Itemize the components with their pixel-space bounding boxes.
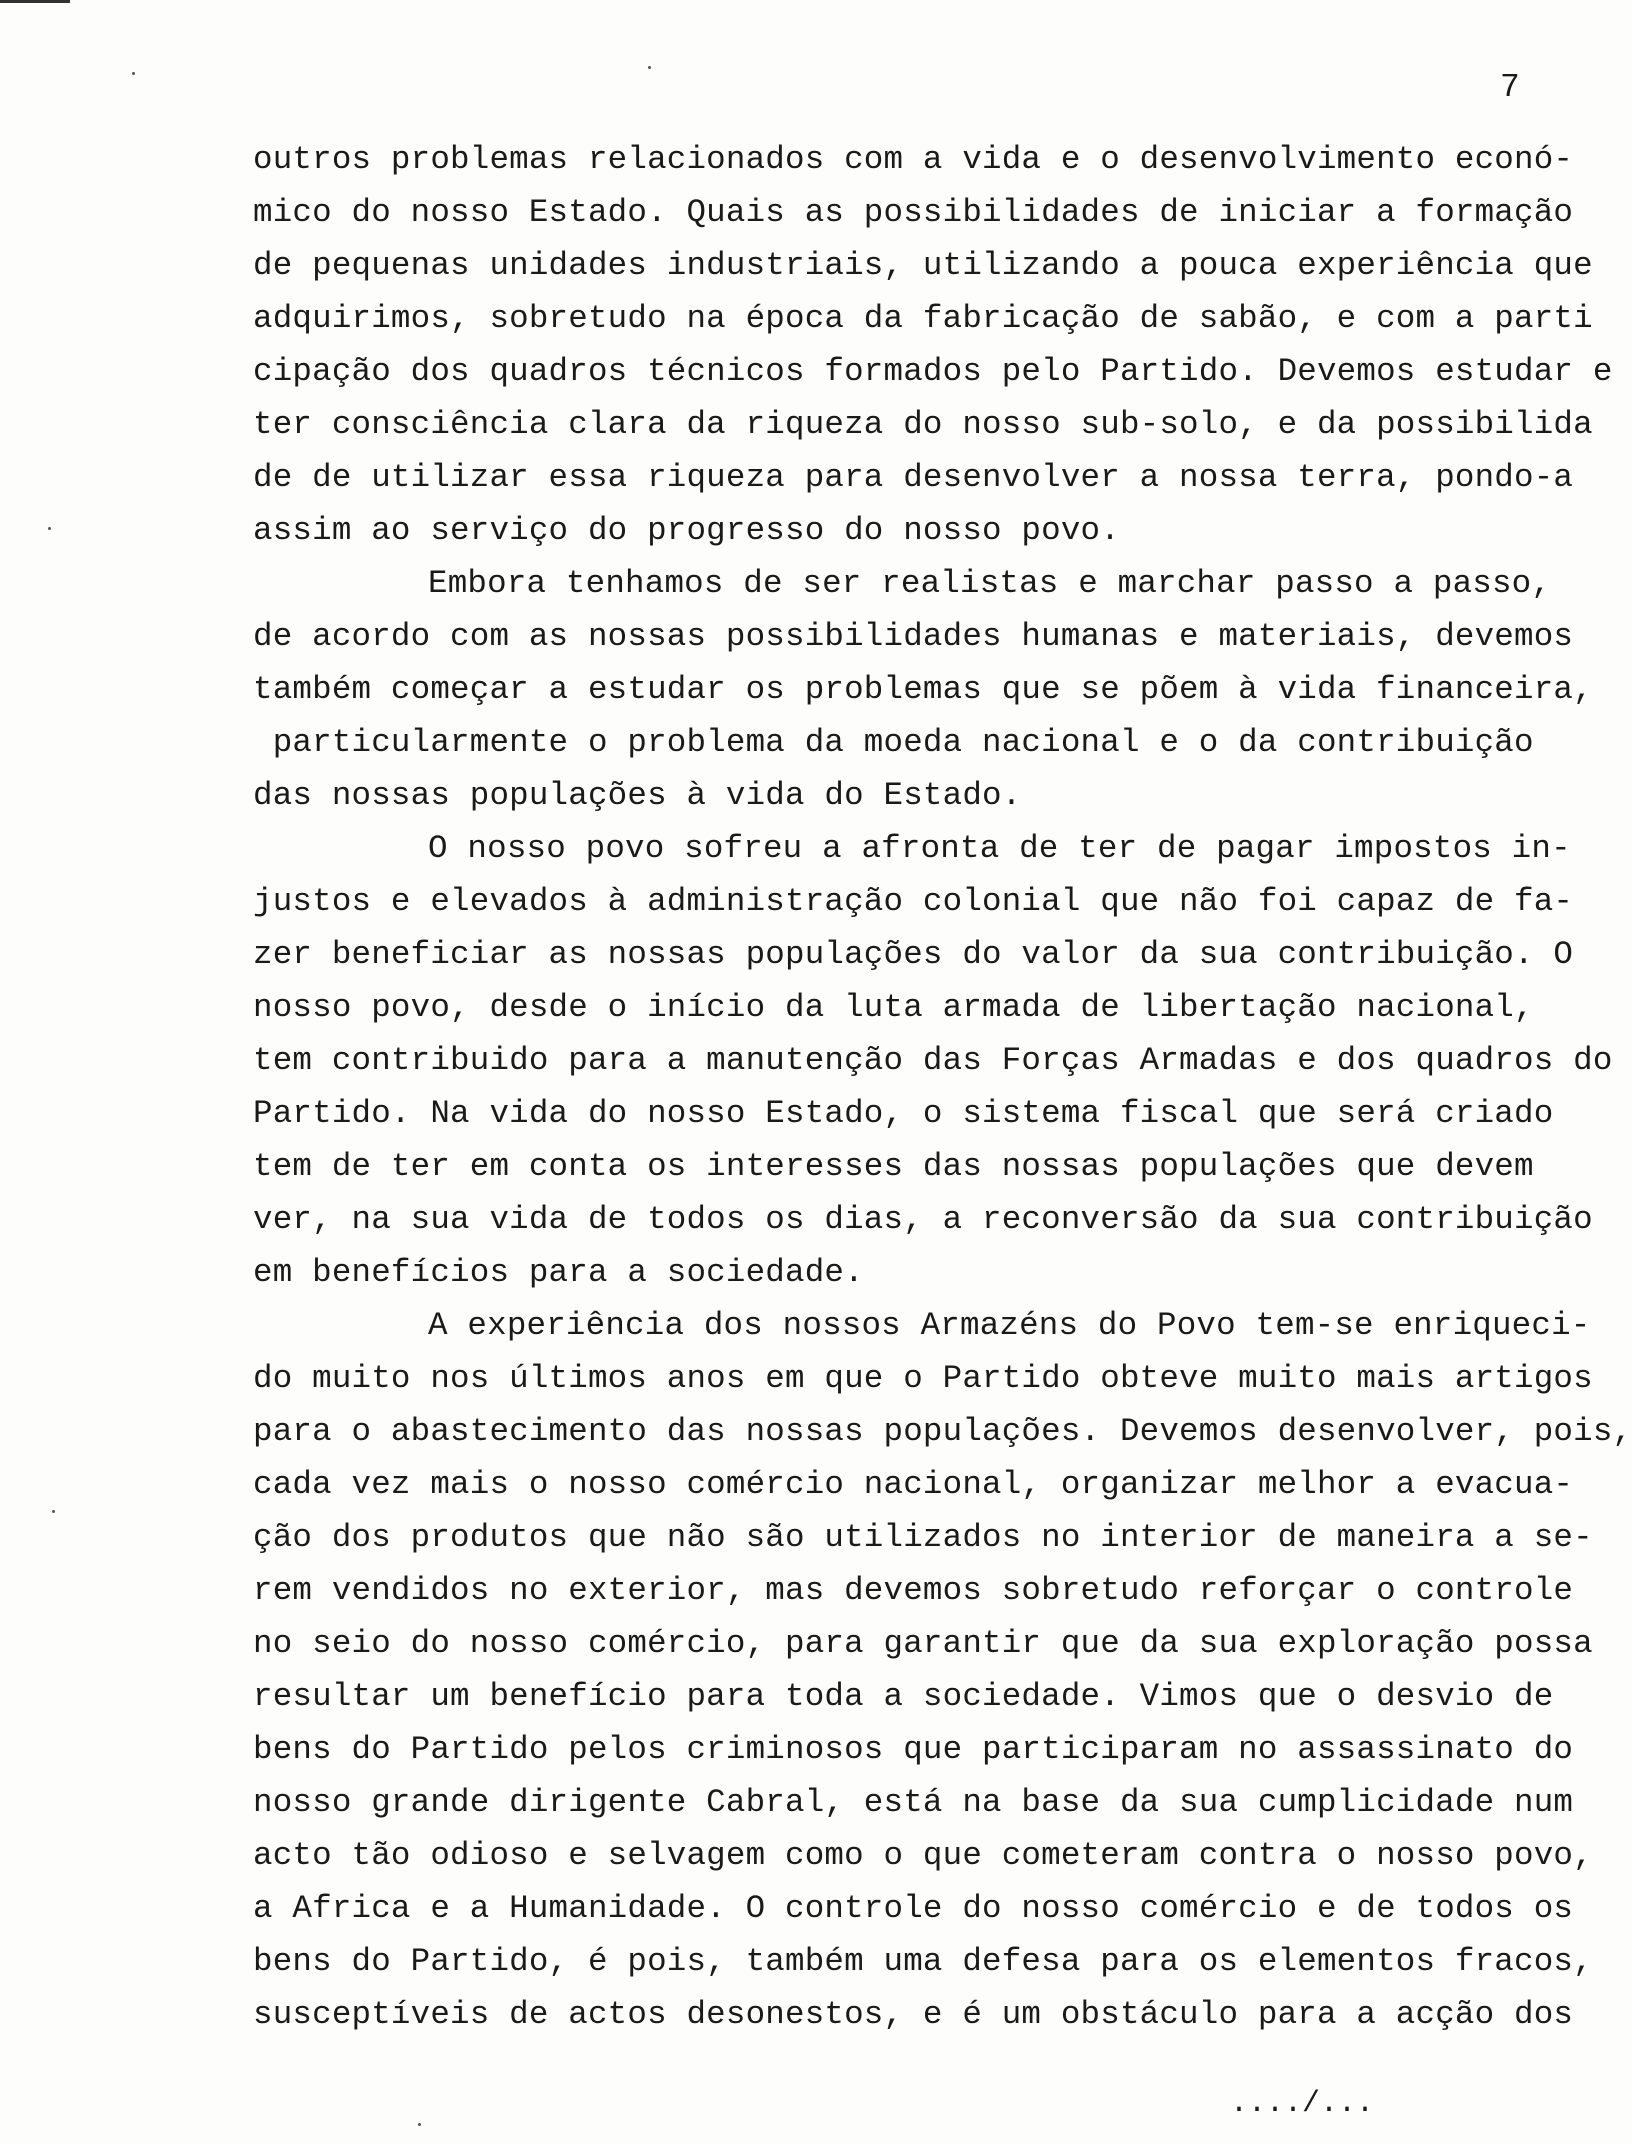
scan-speck: [52, 1510, 55, 1513]
text-line: nosso grande dirigente Cabral, está na base da sua cumplicidade num: [253, 1784, 1574, 1821]
text-line: tem contribuido para a manutenção das Forças Armadas e dos quadros do: [253, 1042, 1613, 1079]
text-line: resultar um benefício para toda a sociedade. Vimos que o desvio de: [253, 1678, 1554, 1715]
text-line: em benefícios para a sociedade.: [253, 1254, 864, 1291]
text-line: para o abastecimento das nossas populações. Devemos desenvolver, pois,: [253, 1413, 1632, 1450]
text-line: acto tão odioso e selvagem como o que cometeram contra o nosso povo,: [253, 1837, 1593, 1874]
text-line: ter consciência clara da riqueza do nosso sub-solo, e da possibilida: [253, 406, 1593, 443]
text-line: outros problemas relacionados com a vida e o desenvolvimento econó-: [253, 141, 1574, 178]
text-line: de acordo com as nossas possibilidades humanas e materiais, devemos: [253, 618, 1574, 655]
text-line: zer beneficiar as nossas populações do valor da sua contribuição. O: [253, 936, 1574, 973]
page-number: 7: [1500, 69, 1520, 106]
text-line: tem de ter em conta os interesses das nossas populações que devem: [253, 1148, 1534, 1185]
text-line: assim ao serviço do progresso do nosso povo.: [253, 512, 1120, 549]
text-line: bens do Partido pelos criminosos que participaram no assassinato do: [253, 1731, 1574, 1768]
text-line: também começar a estudar os problemas que se põem à vida financeira,: [253, 671, 1593, 708]
text-line: cipação dos quadros técnicos formados pelo Partido. Devemos estudar e: [253, 353, 1613, 390]
text-line: ver, na sua vida de todos os dias, a reconversão da sua contribuição: [253, 1201, 1593, 1238]
text-line: bens do Partido, é pois, também uma defesa para os elementos fracos,: [253, 1943, 1593, 1980]
text-line: particularmente o problema da moeda nacional e o da contribuição: [253, 724, 1534, 761]
text-line: das nossas populações à vida do Estado.: [253, 777, 1022, 814]
text-line: cada vez mais o nosso comércio nacional, organizar melhor a evacua-: [253, 1466, 1574, 1503]
text-line: no seio do nosso comércio, para garantir que da sua exploração possa: [253, 1625, 1593, 1662]
text-line: do muito nos últimos anos em que o Partido obteve muito mais artigos: [253, 1360, 1593, 1397]
text-line: mico do nosso Estado. Quais as possibilidades de iniciar a formação: [253, 194, 1574, 231]
paragraph-first-line: Embora tenhamos de ser realistas e marchar passo a passo,: [428, 565, 1552, 602]
text-line: ção dos produtos que não são utilizados no interior de maneira a se-: [253, 1519, 1593, 1556]
continuation-marker: ..../...: [1230, 2087, 1375, 2121]
scan-speck: [418, 2123, 421, 2126]
text-line: a Africa e a Humanidade. O controle do nosso comércio e de todos os: [253, 1890, 1574, 1927]
text-line: Partido. Na vida do nosso Estado, o sistema fiscal que será criado: [253, 1095, 1554, 1132]
scan-speck: [648, 66, 651, 69]
text-line: rem vendidos no exterior, mas devemos sobretudo reforçar o controle: [253, 1572, 1574, 1609]
text-line: susceptíveis de actos desonestos, e é um obstáculo para a acção dos: [253, 1996, 1574, 2033]
text-line: de pequenas unidades industriais, utilizando a pouca experiência que: [253, 247, 1593, 284]
paragraph-first-line: O nosso povo sofreu a afronta de ter de pagar impostos in-: [428, 830, 1571, 867]
paragraph-first-line: A experiência dos nossos Armazéns do Povo tem-se enriqueci-: [428, 1307, 1591, 1344]
text-line: justos e elevados à administração colonial que não foi capaz de fa-: [253, 883, 1574, 920]
text-line: de de utilizar essa riqueza para desenvolver a nossa terra, pondo-a: [253, 459, 1574, 496]
scan-speck: [48, 527, 51, 530]
scan-speck: [132, 72, 135, 75]
text-line: adquirimos, sobretudo na época da fabricação de sabão, e com a parti: [253, 300, 1593, 337]
scan-edge-mark: [0, 0, 70, 3]
text-line: nosso povo, desde o início da luta armada de libertação nacional,: [253, 989, 1534, 1026]
